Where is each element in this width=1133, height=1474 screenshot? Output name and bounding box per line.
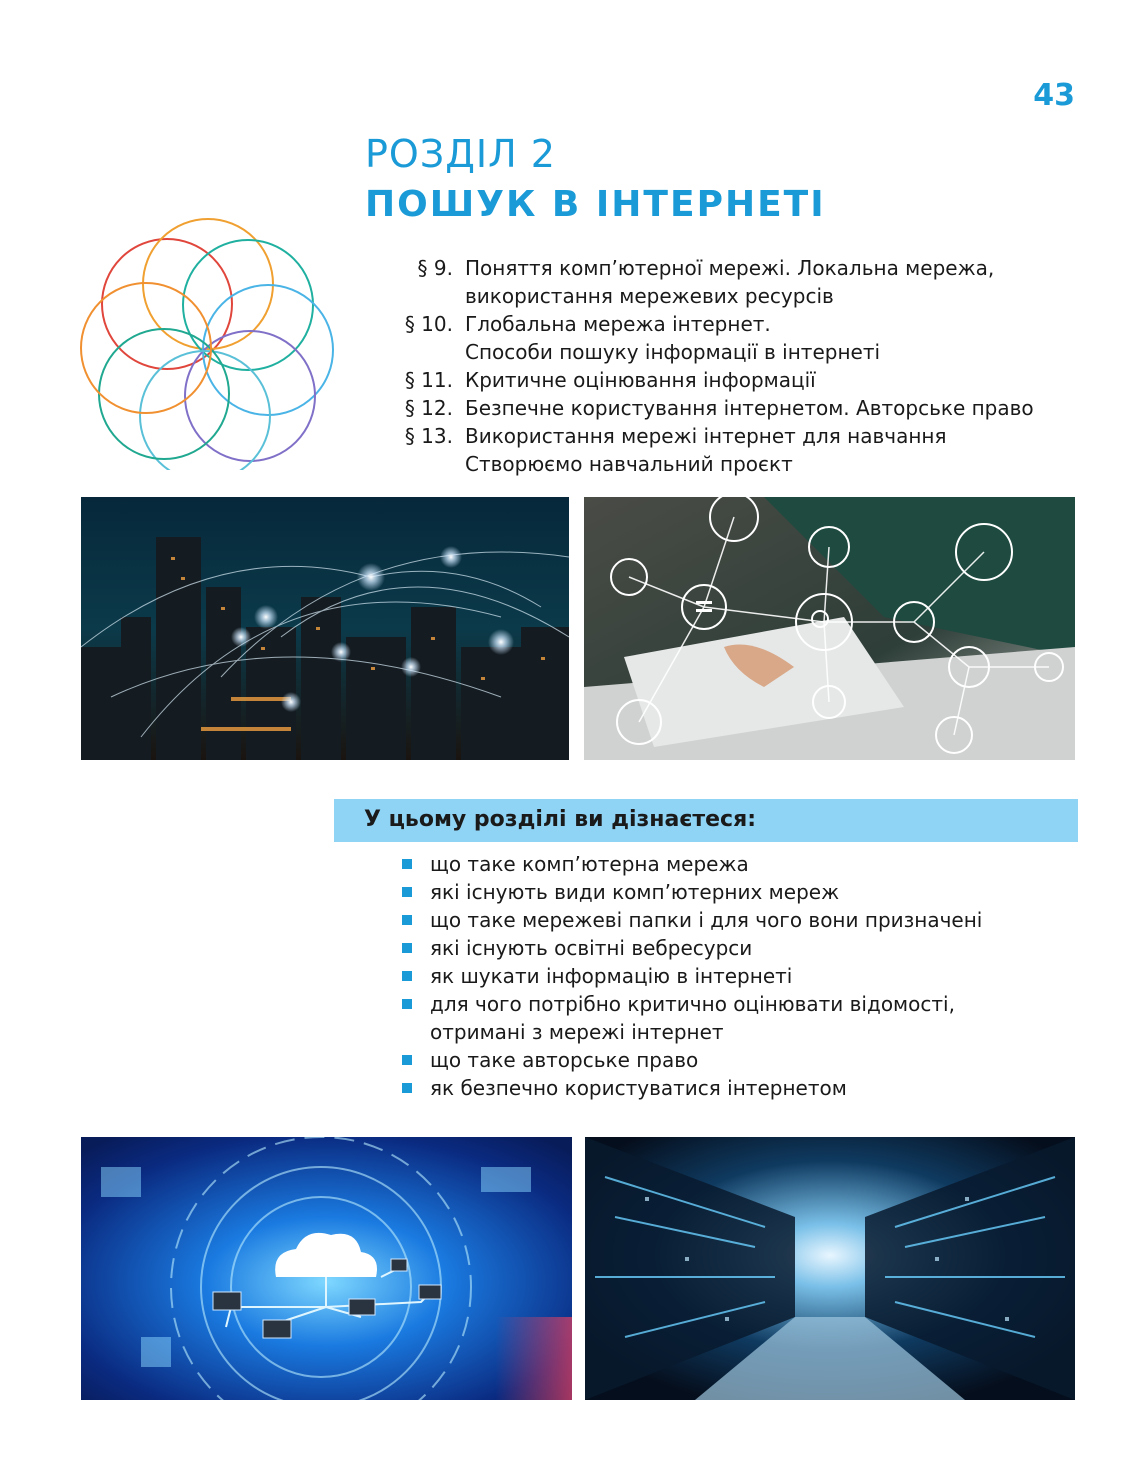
square-bullet-icon xyxy=(402,999,412,1009)
toc-line: Безпечне користування інтернетом. Авторське право xyxy=(465,396,1034,420)
toc-line: Глобальна мережа інтернет. xyxy=(465,312,771,336)
list-item xyxy=(402,1046,1082,1074)
list-item-text: як безпечно користуватися інтернетом xyxy=(430,1076,847,1100)
chapter-title: ПОШУК В ІНТЕРНЕТІ xyxy=(365,184,826,225)
list-item xyxy=(402,962,1082,990)
list-item-text: що таке авторське право xyxy=(430,1048,699,1072)
toc-section-number: § 10. xyxy=(404,312,453,336)
toc-line: Способи пошуку інформації в інтернеті xyxy=(465,340,881,364)
table-of-contents xyxy=(380,254,1080,478)
list-item-text: що таке мережеві папки і для чого вони призначені xyxy=(430,908,983,932)
list-item-text: які існують освітні вебресурси xyxy=(430,936,753,960)
square-bullet-icon xyxy=(402,943,412,953)
list-item xyxy=(402,850,1082,878)
learn-list xyxy=(402,850,1082,1102)
learn-banner xyxy=(334,799,1078,842)
square-bullet-icon xyxy=(402,859,412,869)
toc-item[interactable] xyxy=(380,366,1080,394)
toc-item[interactable] xyxy=(380,310,1080,366)
list-item-text: як шукати інформацію в інтернеті xyxy=(430,964,793,988)
toc-section-number: § 13. xyxy=(404,424,453,448)
toc-line: Створюємо навчальний проєкт xyxy=(465,452,793,476)
square-bullet-icon xyxy=(402,915,412,925)
toc-line: Поняття комп’ютерної мережі. Локальна мережа, xyxy=(465,256,995,280)
toc-item[interactable] xyxy=(380,422,1080,478)
toc-item[interactable] xyxy=(380,254,1080,310)
list-item xyxy=(402,990,1082,1046)
laptop-icons-photo xyxy=(584,497,1075,760)
toc-line: використання мережевих ресурсів xyxy=(465,284,834,308)
page-number: 43 xyxy=(1033,78,1075,113)
square-bullet-icon xyxy=(402,971,412,981)
list-item xyxy=(402,906,1082,934)
list-item xyxy=(402,934,1082,962)
square-bullet-icon xyxy=(402,1055,412,1065)
toc-line: Критичне оцінювання інформації xyxy=(465,368,816,392)
list-item-text: отримані з мережі інтернет xyxy=(430,1020,724,1044)
toc-line: Використання мережі інтернет для навчання xyxy=(465,424,947,448)
rosette-logo xyxy=(72,210,342,470)
toc-item[interactable] xyxy=(380,394,1080,422)
city-network-photo xyxy=(81,497,569,760)
square-bullet-icon xyxy=(402,887,412,897)
chapter-label: РОЗДІЛ 2 xyxy=(365,132,556,176)
list-item xyxy=(402,1074,1082,1102)
list-item xyxy=(402,878,1082,906)
toc-section-number: § 9. xyxy=(417,256,453,280)
list-item-text: для чого потрібно критично оцінювати відомості, xyxy=(430,992,955,1016)
square-bullet-icon xyxy=(402,1083,412,1093)
cloud-network-photo xyxy=(81,1137,572,1400)
list-item-text: які існують види комп’ютерних мереж xyxy=(430,880,840,904)
toc-section-number: § 12. xyxy=(404,396,453,420)
data-center-photo xyxy=(585,1137,1075,1400)
list-item-text: що таке комп’ютерна мережа xyxy=(430,852,749,876)
toc-section-number: § 11. xyxy=(404,368,453,392)
learn-heading: У цьому розділі ви дізнаєтеся: xyxy=(364,807,757,832)
